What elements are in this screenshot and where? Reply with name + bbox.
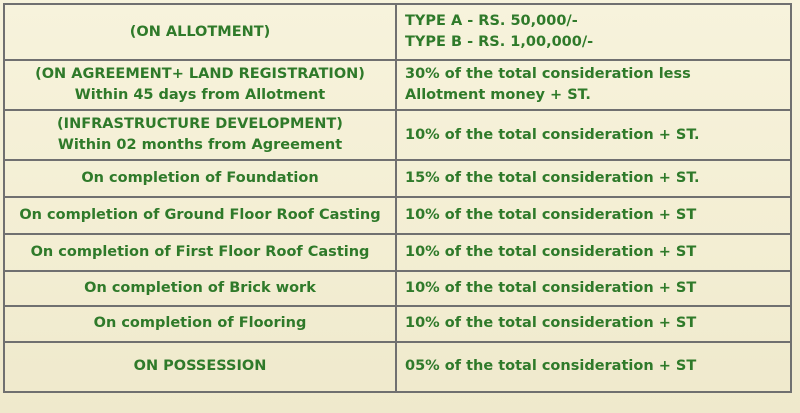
stage-text: (ON AGREEMENT+ LAND REGISTRATION) bbox=[35, 66, 365, 83]
stage-cell bbox=[4, 234, 396, 271]
amount-text: 05% of the total consideration + ST bbox=[405, 358, 697, 375]
table-row bbox=[4, 306, 791, 342]
amount-cell bbox=[396, 306, 791, 342]
amount-text: TYPE B - RS. 1,00,000/- bbox=[405, 34, 594, 51]
table-row bbox=[4, 234, 791, 271]
amount-cell bbox=[396, 160, 791, 197]
amount-text: 15% of the total consideration + ST. bbox=[405, 170, 700, 187]
stage-cell bbox=[4, 60, 396, 110]
amount-text: 10% of the total consideration + ST bbox=[405, 279, 697, 296]
stage-cell bbox=[4, 271, 396, 306]
table-row bbox=[4, 160, 791, 197]
stage-cell bbox=[4, 342, 396, 392]
table-row bbox=[4, 60, 791, 110]
table-row bbox=[4, 4, 791, 60]
amount-cell bbox=[396, 271, 791, 306]
table-row bbox=[4, 197, 791, 233]
table-row bbox=[4, 342, 791, 392]
amount-cell bbox=[396, 342, 791, 392]
amount-text: Allotment money + ST. bbox=[405, 87, 591, 104]
table-row bbox=[4, 110, 791, 160]
amount-cell bbox=[396, 110, 791, 160]
stage-cell bbox=[4, 197, 396, 233]
amount-cell bbox=[396, 4, 791, 60]
table-row bbox=[4, 271, 791, 306]
amount-cell bbox=[396, 234, 791, 271]
stage-text: (INFRASTRUCTURE DEVELOPMENT) bbox=[57, 116, 343, 133]
stage-cell bbox=[4, 4, 396, 60]
amount-cell bbox=[396, 60, 791, 110]
stage-text: On completion of Flooring bbox=[93, 315, 307, 332]
amount-text: 30% of the total consideration less bbox=[405, 66, 691, 83]
stage-text: Within 02 months from Agreement bbox=[57, 137, 343, 154]
stage-text: ON POSSESSION bbox=[133, 358, 267, 375]
amount-text: 10% of the total consideration + ST bbox=[405, 315, 697, 332]
stage-cell bbox=[4, 110, 396, 160]
stage-cell bbox=[4, 306, 396, 342]
stage-text: On completion of First Floor Roof Casting bbox=[30, 243, 370, 260]
amount-text: 10% of the total consideration + ST. bbox=[405, 126, 700, 143]
stage-text: Within 45 days from Allotment bbox=[74, 87, 326, 104]
payment-schedule-table bbox=[3, 3, 792, 393]
stage-text: On completion of Ground Floor Roof Casting bbox=[19, 207, 381, 224]
amount-text: 10% of the total consideration + ST bbox=[405, 243, 697, 260]
stage-text: On completion of Foundation bbox=[81, 170, 319, 187]
stage-text: (ON ALLOTMENT) bbox=[129, 23, 271, 40]
amount-text: 10% of the total consideration + ST bbox=[405, 207, 697, 224]
amount-cell bbox=[396, 197, 791, 233]
stage-text: On completion of Brick work bbox=[84, 279, 316, 296]
stage-cell bbox=[4, 160, 396, 197]
amount-text: TYPE A - RS. 50,000/- bbox=[405, 13, 578, 30]
